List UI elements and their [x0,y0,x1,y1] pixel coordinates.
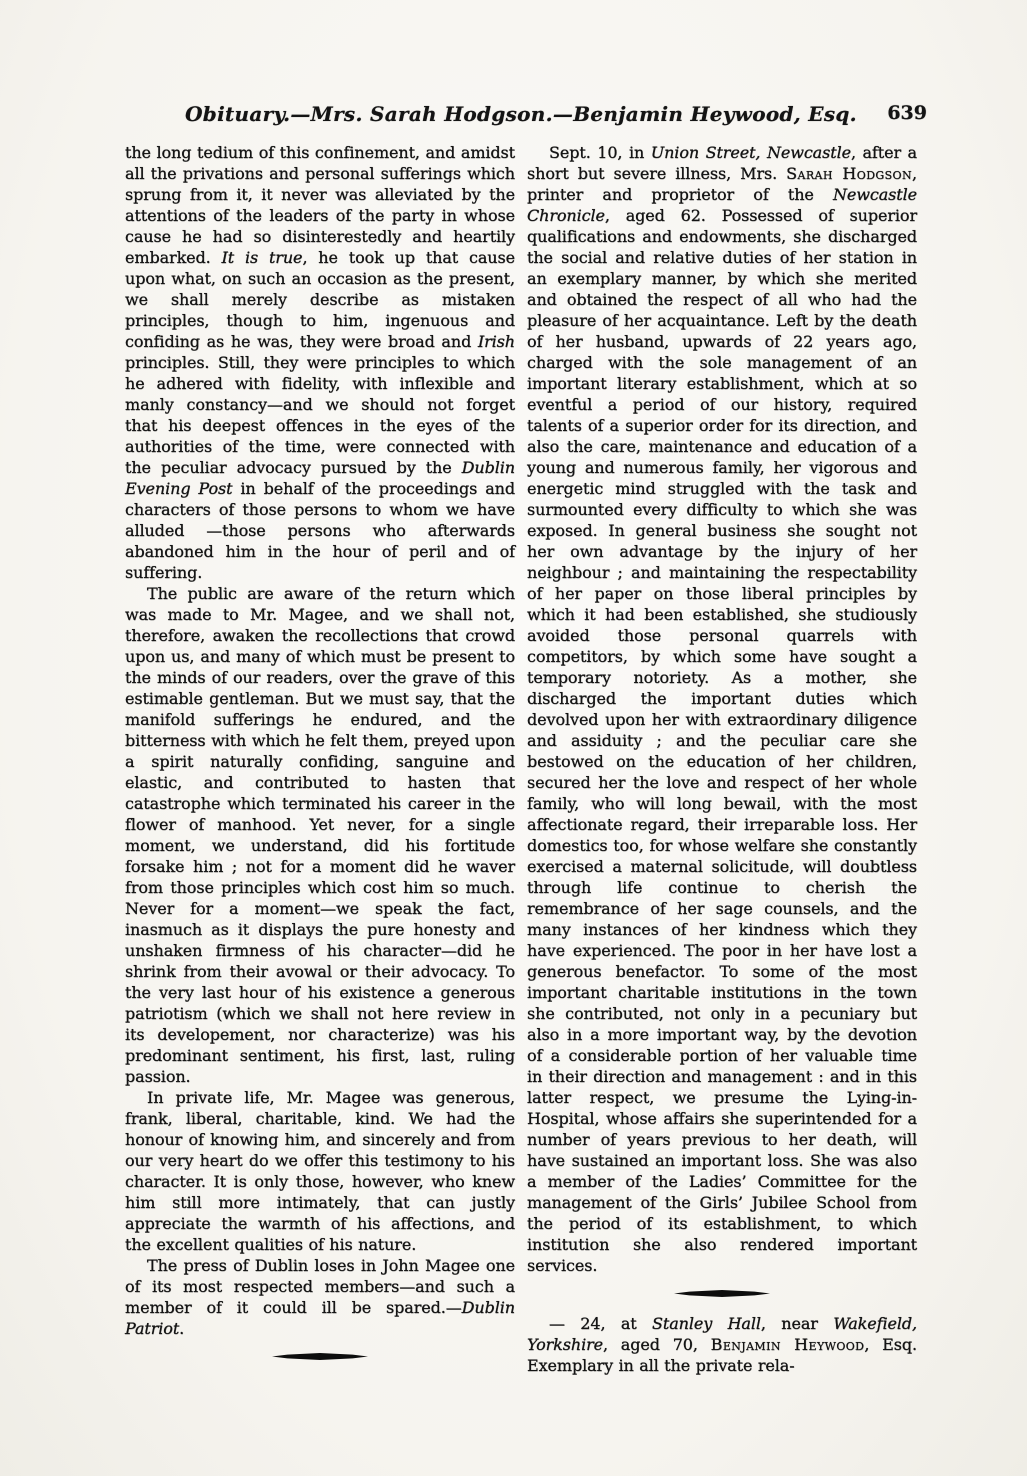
text-run: in behalf of the proceedings and characters of those persons to whom we have alluded —those persons who afterwards abandoned him in the hour of peril and of suffering. [125,479,515,582]
paragraph [125,583,515,1087]
paragraph [527,1313,917,1376]
page-title: Obituary.—Mrs. Sarah Hodgson.—Benjamin Heywood, Esq. [185,102,857,126]
italic-text: Dublin Evening Post [125,458,515,498]
italic-text: Irish [477,332,515,351]
text-run: Sept. 10, in [549,143,651,162]
paragraph [125,142,515,583]
text-run: The press of Dublin loses in John Magee one of its most respected members—and such a member of it could ill be spared.— [125,1256,515,1317]
text-run: . [179,1319,185,1338]
text-run: , he took up that cause upon what, on such an occasion as the present, we shall merely describe as mistaken principles, though to him, ingenuous and confiding as he was, they were broad and [125,248,515,351]
text-run: , aged 62. Possessed of superior qualifications and endowments, she discharged the social and relative duties of her station in an exemplary manner, by which she merited and obtained the respect of all who had the pleasure of her acquaintance. Left by the death of her husband, upwards of 22 years ago, charged with the sole management of an important literary establishment, which at so eventful a period of our history, required talents of a superior order for its direction, and also the care, maintenance and education of a young and numerous family, her vigorous and energetic mind struggled with the task and surmounted every difficulty to which she was exposed. In general business she sought not her own advantage by the injury of her neighbour ; and maintaining the respectability of her paper on those liberal principles by which it had been established, she studiously avoided those personal quarrels with competitors, by which some have sought a temporary notoriety. As a mother, she discharged the important duties which devolved upon her with extraordinary diligence and assiduity ; and the peculiar care she bestowed on the education of her children, secured her the love and respect of her whole family, who will long bewail, with the most affectionate regard, their irreparable loss. Her domestics too, for whose welfare she constantly exercised a maternal solicitude, will doubtless through life continue to cherish the remembrance of her sage counsels, and the many instances of her kindness which they have experienced. The poor in her have lost a generous benefactor. To some of the most important charitable institutions in the town she contributed, not only in a pecuniary but also in a more important way, by the devotion of a considerable portion of her valuable time in their direction and management : and in this latter respect, we presume the Lying-in-Hospital, whose affairs she superintended for a number of years previous to her death, will have sustained an important loss. She was also a member of the Ladies’ Committee for the management of the Girls’ Jubilee School from the period of its establishment, to which institution she also rendered important services. [527,206,917,1275]
italic-text: Union Street, Newcastle [650,143,851,162]
text-run: , near [760,1314,834,1333]
paragraph [125,1255,515,1339]
smallcaps-text: Sarah Hodgson [786,164,912,183]
left-column [125,142,515,1376]
italic-text: Dublin Patriot [125,1298,515,1338]
right-column [527,142,917,1376]
text-run: , after a short but severe illness, Mrs. [527,143,917,183]
text-run: , aged 70, [603,1335,711,1354]
italic-text: It is true [221,248,303,267]
paragraph [527,142,917,1276]
text-run: In private life, Mr. Magee was generous, frank, liberal, charitable, kind. We had the honour of knowing him, and sincerely and from our very heart do we offer this testimony to his character. It is only those, however, who knew him still more intimately, that can justly appreciate the warmth of his affections, and the excellent qualities of his nature. [125,1088,515,1254]
paragraph [125,1087,515,1255]
text-run: the long tedium of this confinement, and amidst all the privations and personal sufferings which sprung from it, it never was alleviated by the attentions of the leaders of the party in whose cause he had so disinterestedly and heartily embarked. [125,143,515,267]
text-run: The public are aware of the return which was made to Mr. Magee, and we shall not, therefore, awaken the recollections that crowd upon us, and many of which must be present to the minds of our readers, over the grave of this estimable gentleman. But we must say, that the manifold sufferings he endured, and the bitterness with which he felt them, preyed upon a spirit naturally confiding, sanguine and elastic, and contributed to hasten that catastrophe which terminated his career in the flower of manhood. Yet never, for a single moment, we understand, did his fortitude forsake him ; not for a moment did he waver from those principles which cost him so much. Never for a moment—we speak the fact, inasmuch as it displays the pure honesty and unshaken firmness of his character—did he shrink from their avowal or their advocacy. To the very last hour of his existence a generous patriotism (which we shall not here review in its developement, nor characterize) was his predominant sentiment, his first, last, ruling passion. [125,584,515,1086]
text-run: , printer and proprietor of the [527,164,917,204]
page-header [125,102,927,136]
page-number: 639 [887,102,927,124]
text-run: , Esq. Exemplary in all the private rela- [527,1335,917,1375]
smallcaps-text: Benjamin Heywood [710,1335,865,1354]
section-divider-rule [272,1353,368,1360]
italic-text: Newcastle Chronicle [527,185,917,225]
text-columns [125,142,917,1376]
italic-text: Wakefield, Yorkshire [527,1314,917,1354]
text-run: principles. Still, they were principles to which he adhered with fidelity, with inflexible and manly constancy—and we should not forget that his deepest offences in the eyes of the authorities of the time, were connected with the peculiar advocacy pursued by the [125,353,515,477]
section-divider-rule [674,1290,770,1297]
italic-text: Stanley Hall [652,1314,761,1333]
text-run: — 24, at [549,1314,653,1333]
